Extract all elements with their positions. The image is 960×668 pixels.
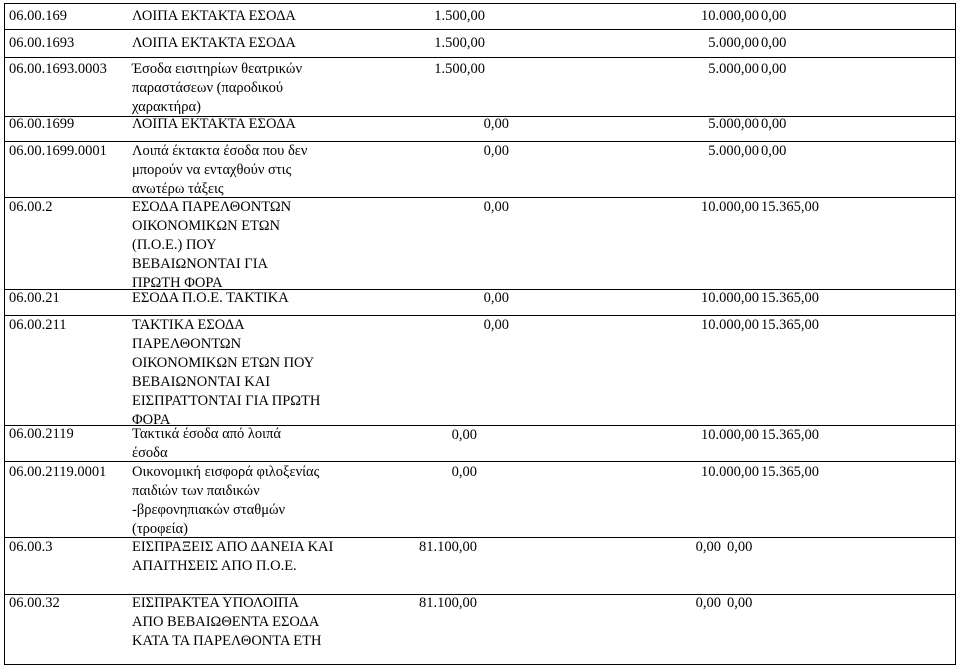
account-code: 06.00.2 <box>9 199 53 215</box>
account-description: Τακτικά έσοδα από λοιπά έσοδα <box>132 426 281 461</box>
amount-forecast: 0,00 <box>695 539 721 555</box>
amount-forecast: 10.000,00 <box>701 317 759 333</box>
account-code: 06.00.21 <box>9 290 60 306</box>
table-row <box>5 426 955 462</box>
account-description: ΕΣΟΔΑ Π.Ο.Ε. ΤΑΚΤΙΚΑ <box>132 290 289 306</box>
table-row <box>5 58 955 117</box>
table-row <box>5 142 955 198</box>
table-row <box>5 595 955 666</box>
account-description: ΕΣΟΔΑ ΠΑΡΕΛΘΟΝΤΩΝ ΟΙΚΟΝΟΜΙΚΩΝ ΕΤΩΝ (Π.Ο.Ε.) ΠΟΥ ΒΕΒΑΙΩΝΟΝΤΑΙ ΓΙΑ ΠΡΩΤΗ ΦΟΡΑ <box>132 199 292 291</box>
amount-forecast: 10.000,00 <box>701 427 759 443</box>
amount-budget: 1.500,00 <box>434 35 485 51</box>
account-description: Λοιπά έκτακτα έσοδα που δεν μπορούν να ενταχθούν στις ανωτέρω τάξεις <box>132 143 308 197</box>
amount-forecast: 0,00 <box>695 595 721 611</box>
amount-forecast: 10.000,00 <box>701 199 759 215</box>
account-code: 06.00.1693 <box>9 35 75 51</box>
table-row <box>5 198 955 290</box>
amount-actual: 15.365,00 <box>761 199 819 215</box>
account-code: 06.00.32 <box>9 595 60 611</box>
account-description: ΛΟΙΠΑ ΕΚΤΑΚΤΑ ΕΣΟΔΑ <box>132 116 296 132</box>
amount-actual: 0,00 <box>727 595 753 611</box>
account-description: ΕΙΣΠΡΑΞΕΙΣ ΑΠΟ ΔΑΝΕΙΑ ΚΑΙ ΑΠΑΙΤΗΣΕΙΣ ΑΠΟ Π.Ο.Ε. <box>132 539 334 574</box>
account-code: 06.00.211 <box>9 317 67 333</box>
amount-budget: 0,00 <box>483 116 509 132</box>
amount-budget: 81.100,00 <box>419 539 477 555</box>
amount-budget: 0,00 <box>483 199 509 215</box>
account-description: ΛΟΙΠΑ ΕΚΤΑΚΤΑ ΕΣΟΔΑ <box>132 35 296 51</box>
amount-forecast: 10.000,00 <box>701 290 759 306</box>
table-row <box>5 30 955 58</box>
amount-forecast: 5.000,00 <box>708 61 759 77</box>
account-description: ΕΙΣΠΡΑΚΤΕΑ ΥΠΟΛΟΙΠΑ ΑΠΟ ΒΕΒΑΙΩΘΕΝΤΑ ΕΣΟΔΑ ΚΑΤΑ ΤΑ ΠΑΡΕΛΘΟΝΤΑ ΕΤΗ <box>132 595 322 649</box>
table-row <box>5 4 955 30</box>
amount-budget: 81.100,00 <box>419 595 477 611</box>
budget-table <box>4 3 956 665</box>
amount-forecast: 5.000,00 <box>708 35 759 51</box>
amount-budget: 0,00 <box>483 317 509 333</box>
account-description: ΛΟΙΠΑ ΕΚΤΑΚΤΑ ΕΣΟΔΑ <box>132 8 296 24</box>
amount-forecast: 10.000,00 <box>701 464 759 480</box>
amount-forecast: 5.000,00 <box>708 116 759 132</box>
account-code: 06.00.2119 <box>9 426 74 442</box>
amount-actual: 0,00 <box>761 61 787 77</box>
account-code: 06.00.1693.0003 <box>9 61 107 77</box>
table-row <box>5 290 955 316</box>
amount-actual: 0,00 <box>727 539 753 555</box>
table-row <box>5 117 955 142</box>
amount-budget: 0,00 <box>483 290 509 306</box>
table-row <box>5 462 955 538</box>
account-description: Έσοδα εισιτηρίων θεατρικών παραστάσεων (παροδικού χαρακτήρα) <box>132 61 303 115</box>
amount-forecast: 5.000,00 <box>708 143 759 159</box>
account-code: 06.00.3 <box>9 539 53 555</box>
amount-actual: 0,00 <box>761 35 787 51</box>
account-description: ΤΑΚΤΙΚΑ ΕΣΟΔΑ ΠΑΡΕΛΘΟΝΤΩΝ ΟΙΚΟΝΟΜΙΚΩΝ ΕΤΩΝ ΠΟΥ ΒΕΒΑΙΩΝΟΝΤΑΙ ΚΑΙ ΕΙΣΠΡΑΤΤΟΝΤΑΙ ΓΙΑ ΠΡΩΤΗ ΦΟΡΑ <box>132 317 321 428</box>
amount-budget: 1.500,00 <box>434 8 485 24</box>
table-row <box>5 316 955 426</box>
amount-actual: 0,00 <box>761 116 787 132</box>
amount-budget: 0,00 <box>451 464 477 480</box>
account-code: 06.00.2119.0001 <box>9 464 107 480</box>
amount-actual: 15.365,00 <box>761 317 819 333</box>
amount-actual: 0,00 <box>761 143 787 159</box>
amount-actual: 0,00 <box>761 8 787 24</box>
amount-forecast: 10.000,00 <box>701 8 759 24</box>
account-code: 06.00.169 <box>9 8 67 24</box>
table-row <box>5 538 955 595</box>
account-description: Οικονομική εισφορά φιλοξενίας παιδιών των παιδικών -βρεφονηπιακών σταθμών (τροφεία) <box>132 464 320 537</box>
amount-actual: 15.365,00 <box>761 464 819 480</box>
amount-budget: 1.500,00 <box>434 61 485 77</box>
amount-actual: 15.365,00 <box>761 290 819 306</box>
amount-budget: 0,00 <box>483 143 509 159</box>
amount-budget: 0,00 <box>451 427 477 443</box>
account-code: 06.00.1699 <box>9 116 75 132</box>
account-code: 06.00.1699.0001 <box>9 143 107 159</box>
amount-actual: 15.365,00 <box>761 427 819 443</box>
